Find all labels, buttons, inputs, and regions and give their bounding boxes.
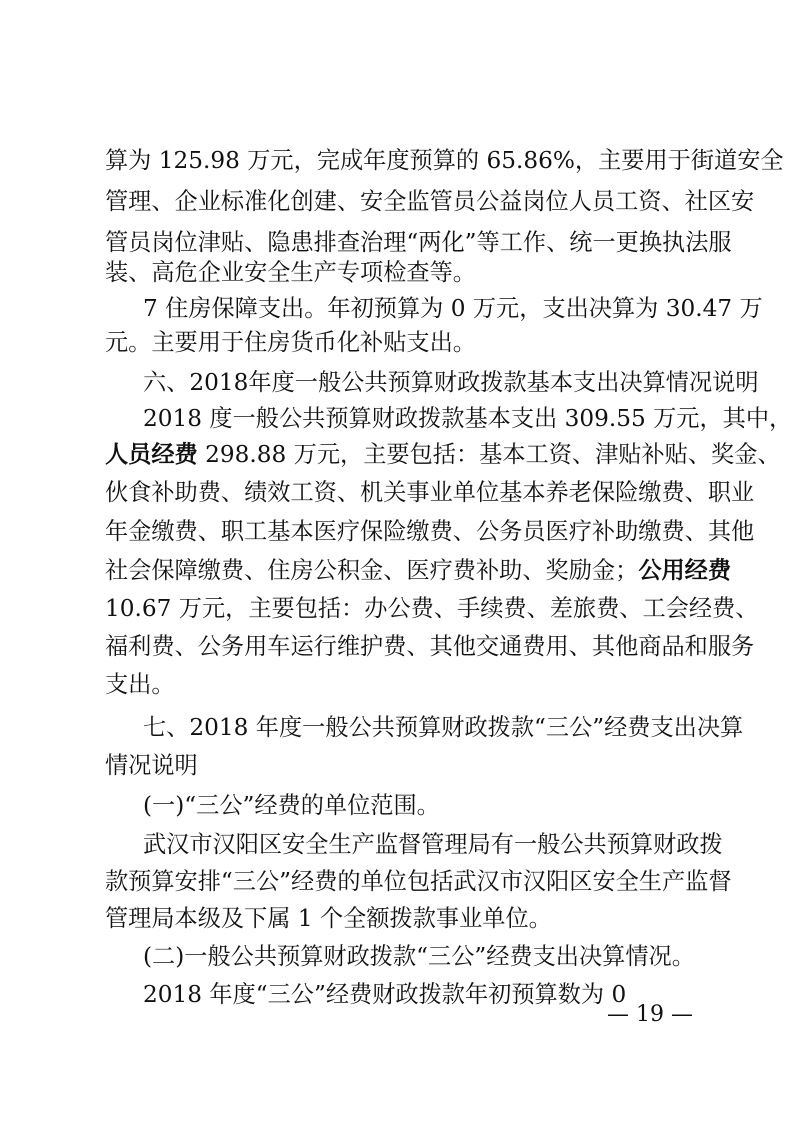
text-line: 社会保障缴费、住房公积金、医疗费补助、奖励金；公用经费	[105, 557, 732, 584]
text-line: 人员经费 298.88 万元，主要包括：基本工资、津贴补贴、奖金、	[105, 441, 781, 468]
bold-term: 公用经费	[638, 557, 732, 584]
text-line: 管理、企业标准化创建、安全监管员公益岗位人员工资、社区安	[105, 188, 755, 215]
subsection-heading: (一)“三公”经费的单位范围。	[143, 792, 440, 819]
text-line: 2018 度一般公共预算财政拨款基本支出 309.55 万元，其中，	[143, 405, 793, 432]
text-line: 管理局本级及下属 1 个全额拨款事业单位。	[105, 905, 552, 932]
text-line: 年金缴费、职工基本医疗保险缴费、公务员医疗补助缴费、其他	[105, 518, 755, 545]
section-heading: 六、2018年度一般公共预算财政拨款基本支出决算情况说明	[143, 369, 759, 396]
text-line: 2018 年度“三公”经费财政拨款年初预算数为 0	[143, 981, 627, 1008]
text-line: 管员岗位津贴、隐患排查治理“两化”等工作、统一更换执法服	[105, 229, 732, 256]
section-heading: 七、2018 年度一般公共预算财政拨款“三公”经费支出决算	[143, 714, 744, 741]
subsection-heading: (二)一般公共预算财政拨款“三公”经费支出决算情况。	[143, 943, 695, 970]
page-number: — 19 —	[607, 1002, 693, 1027]
bold-term: 人员经费	[105, 441, 198, 468]
text-line: 10.67 万元，主要包括：办公费、手续费、差旅费、工会经费、	[105, 595, 759, 622]
text-line: 武汉市汉阳区安全生产监督管理局有一般公共预算财政拨	[143, 831, 723, 858]
text-line: 伙食补助费、绩效工资、机关事业单位基本养老保险缴费、职业	[105, 479, 755, 506]
text-line: 福利费、公务用车运行维护费、其他交通费用、其他商品和服务	[105, 633, 755, 660]
section-heading: 情况说明	[105, 752, 198, 779]
text-line: 支出。	[105, 671, 175, 698]
text-line: 7 住房保障支出。年初预算为 0 万元，支出决算为 30.47 万	[143, 295, 763, 322]
text-line: 装、高危企业安全生产专项检查等。	[105, 259, 476, 286]
text-line: 款预算安排“三公”经费的单位包括武汉市汉阳区安全生产监督	[105, 868, 732, 895]
text-line: 算为 125.98 万元，完成年度预算的 65.86%，主要用于街道安全	[105, 147, 784, 174]
text-line: 元。主要用于住房货币化补贴支出。	[105, 329, 476, 356]
